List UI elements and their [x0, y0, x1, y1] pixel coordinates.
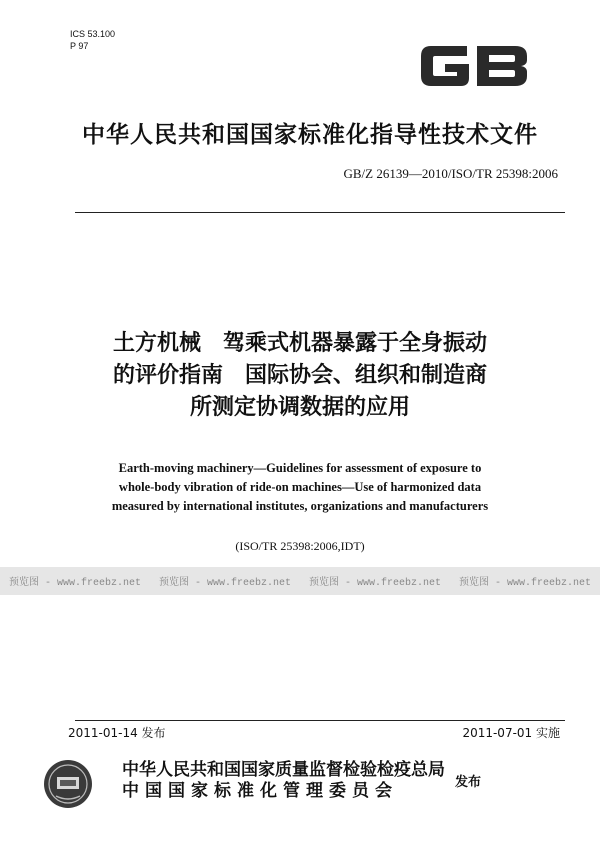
document-code: GB/Z 26139—2010/ISO/TR 25398:2006 [343, 166, 558, 181]
title-zh-line: 的评价指南 国际协会、组织和制造商 [112, 363, 487, 388]
issue-label: 发布 [455, 775, 482, 790]
title-chinese [40, 328, 560, 424]
watermark-text: 预览图 - www.freebz.net [458, 578, 592, 589]
publish-date: 2011-01-14 发布 [68, 726, 166, 740]
title-english [55, 459, 545, 516]
implement-date: 2011-07-01 实施 [462, 726, 560, 740]
issuing-authorities [122, 760, 445, 802]
watermark-band [0, 567, 600, 595]
footer-divider [75, 720, 565, 721]
title-zh-line: 所测定协调数据的应用 [189, 395, 410, 420]
title-en-line: measured by international institutes, organizations and manufacturers [111, 499, 489, 513]
watermark-text: 预览图 - www.freebz.net [8, 578, 142, 589]
watermark-text: 预览图 - www.freebz.net [308, 578, 442, 589]
classification-codes [70, 28, 115, 52]
title-en-line: Earth-moving machinery—Guidelines for assessment of exposure to [118, 461, 482, 475]
watermark-text: 预览图 - www.freebz.net [158, 578, 292, 589]
title-en-line: whole-body vibration of ride-on machines—Use of harmonized data [118, 480, 482, 494]
ccs-code: P 97 [70, 41, 89, 51]
header-divider [75, 212, 565, 213]
title-zh-line: 土方机械 驾乘式机器暴露于全身振动 [112, 331, 487, 356]
ics-code: ICS 53.100 [70, 29, 116, 39]
gb-logo [415, 38, 533, 94]
issuer-sac: 中国国家标准化管理委员会 [122, 781, 398, 801]
document-type: 中华人民共和国国家标准化指导性技术文件 [82, 122, 538, 148]
issuer-aqsiq: 中华人民共和国国家质量监督检验检疫总局 [122, 760, 445, 780]
issuer-seal-icon [42, 758, 94, 810]
equivalence-note: (ISO/TR 25398:2006,IDT) [235, 539, 365, 553]
